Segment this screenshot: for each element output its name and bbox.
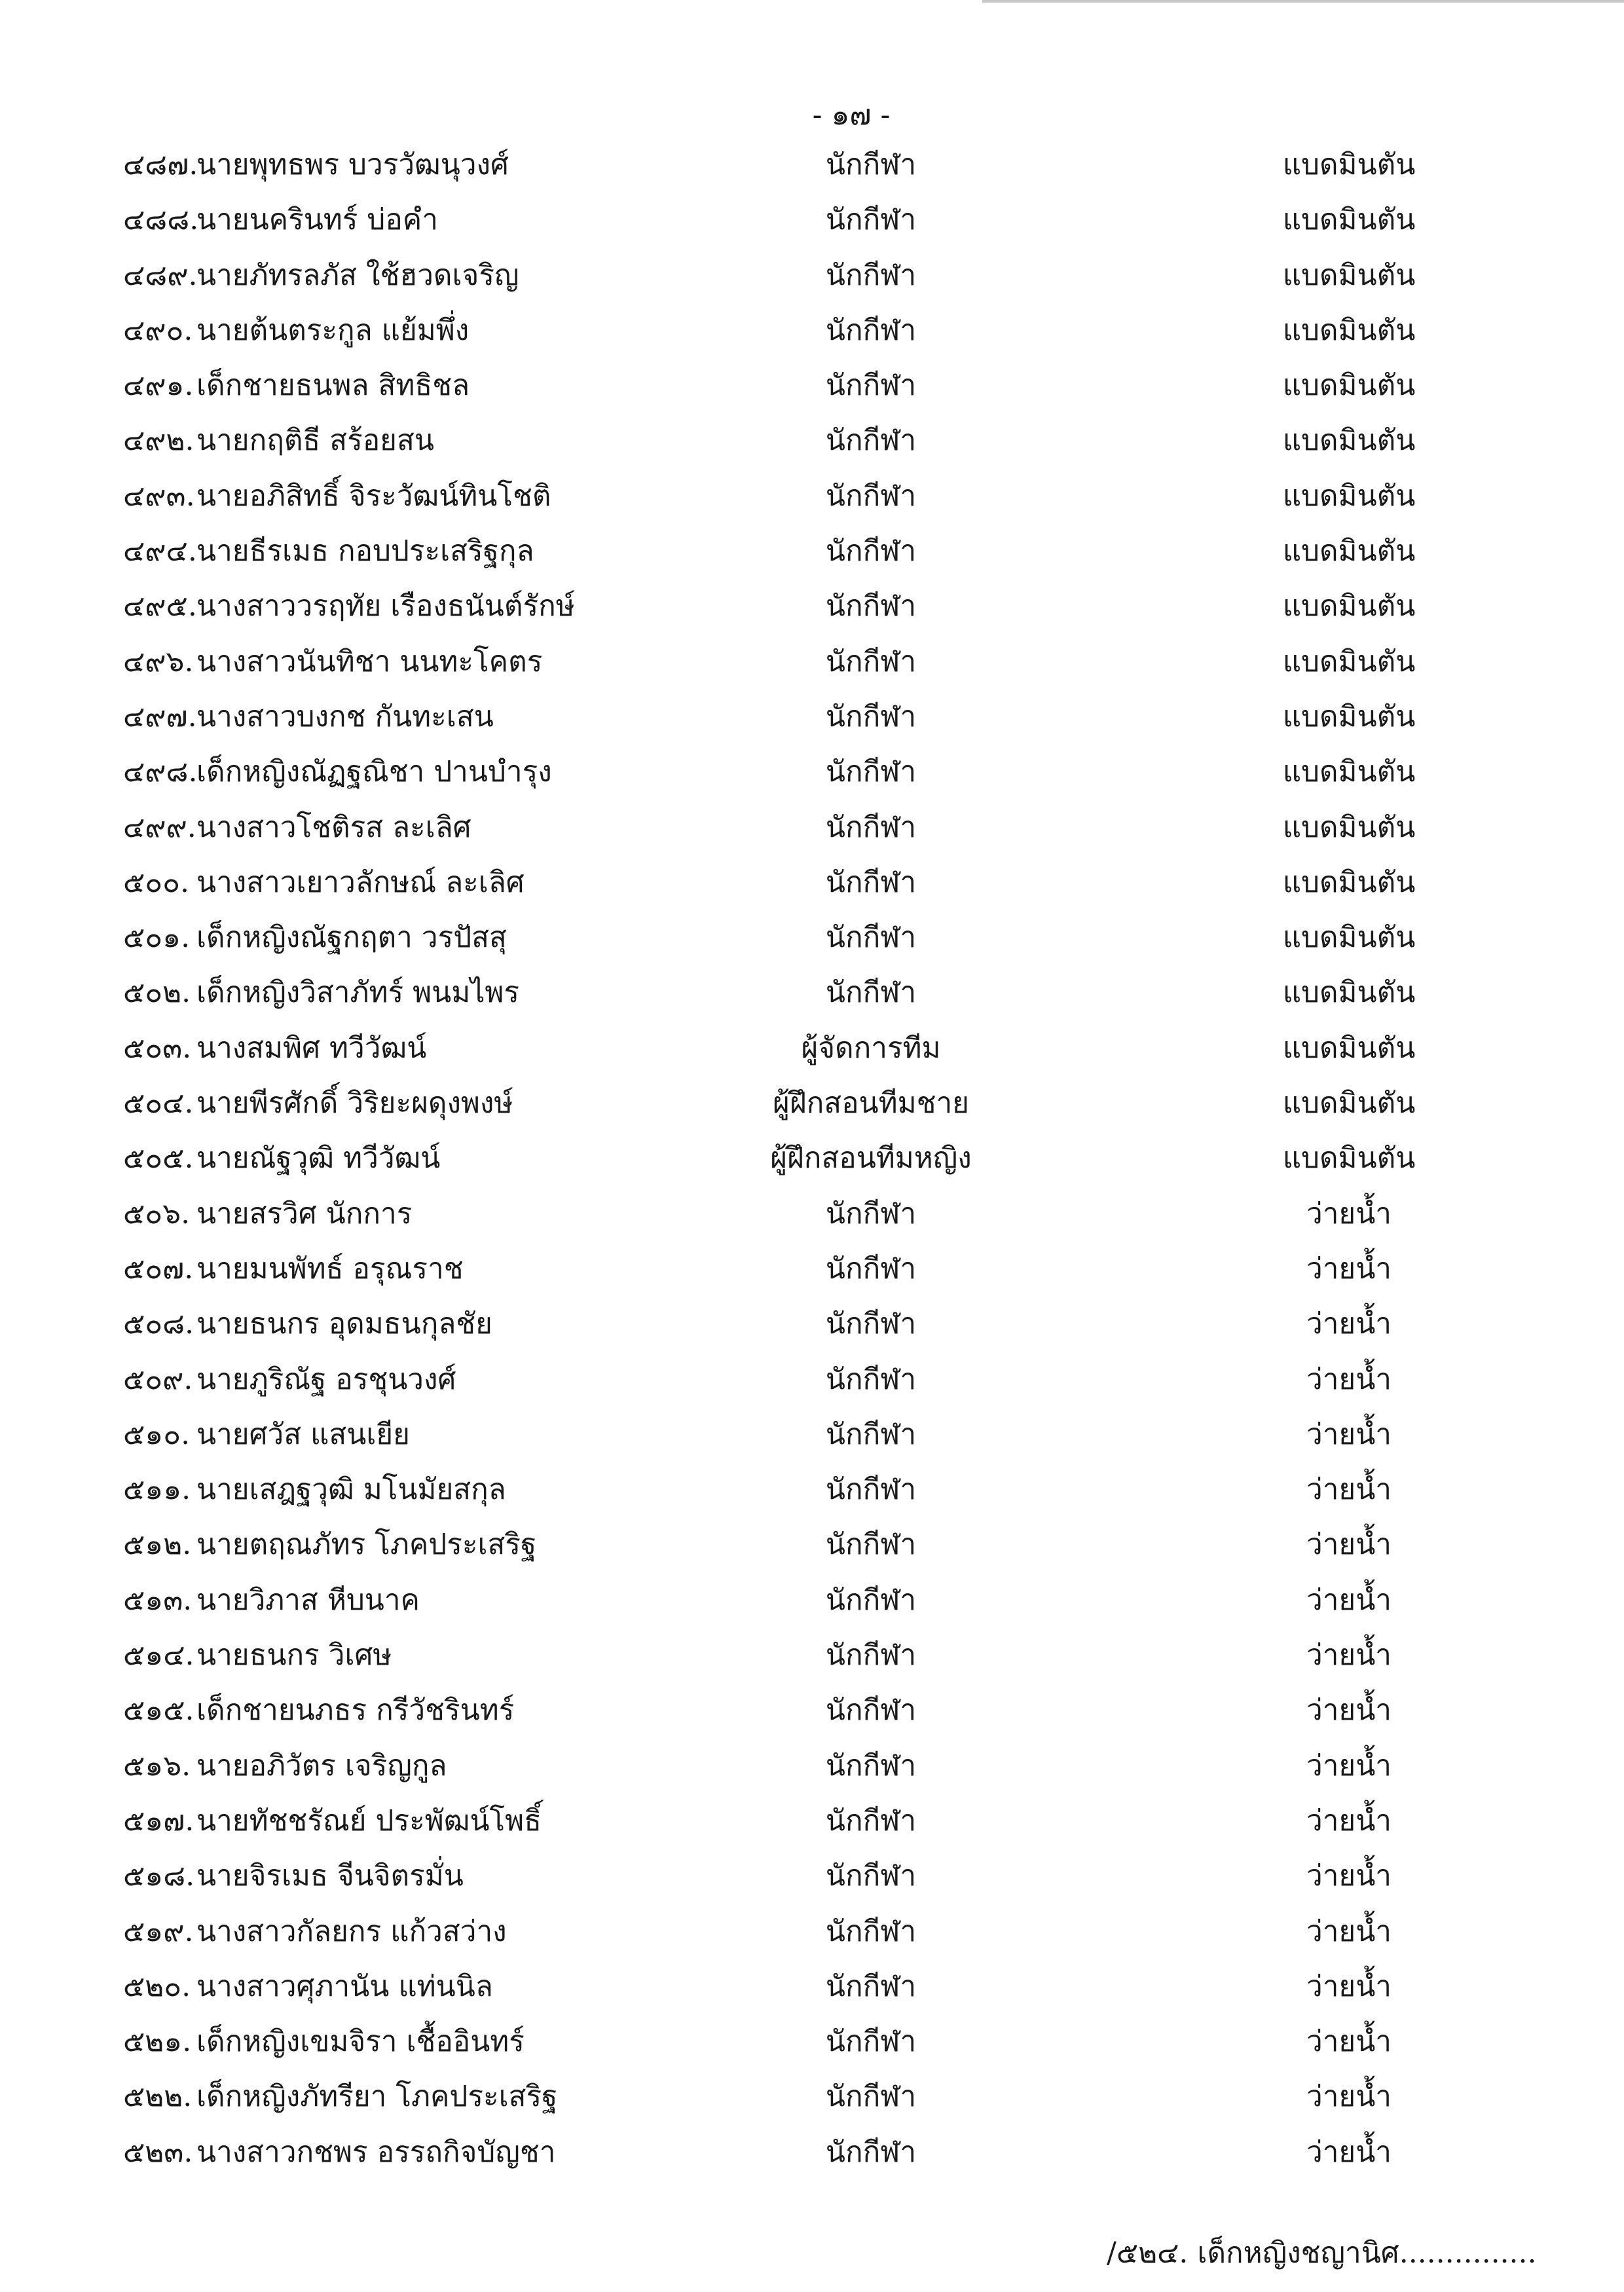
person-role: นักกีฬา [825,2080,917,2114]
person-name: นางสาวกัลยกร แก้วสว่าง [196,1914,507,1948]
person-role: นักกีฬา [825,921,917,955]
row-number: ๔๙๗. [123,699,197,733]
person-name: นายทัชชรัณย์ ประพัฒน์โพธิ์ [196,1803,542,1838]
person-name: นายศวัส แสนเยีย [196,1417,410,1451]
person-name: นายภัทรลภัส ใช้ฮวดเจริญ [196,258,519,292]
person-role: นักกีฬา [825,1969,917,2003]
roster-row [0,1959,1624,2014]
sport-name: แบดมินตัน [1282,258,1416,292]
row-number: ๕๐๓. [123,1031,192,1065]
roster-row [0,2125,1624,2180]
person-name: นายพีรศักดิ์ วิริยะผดุงพงษ์ [196,1086,513,1120]
continuation-note: /๕๒๔. เด็กหญิงชญานิศ............... [1107,2236,1537,2270]
row-number: ๔๙๙. [123,810,196,844]
roster-row [0,1628,1624,1683]
sport-name: ว่ายน้ำ [1306,1362,1392,1396]
person-name: นายอภิวัตร เจริญกูล [196,1748,447,1783]
roster-row [0,1849,1624,1904]
person-name: นางสาวเยาวลักษณ์ ละเลิศ [196,865,525,899]
person-role: นักกีฬา [825,589,917,623]
person-role: นักกีฬา [825,1803,917,1838]
row-number: ๕๑๓. [123,1583,193,1617]
roster-row [0,2014,1624,2069]
person-role: นักกีฬา [825,1638,917,1673]
sport-name: แบดมินตัน [1282,755,1416,789]
roster-row [0,303,1624,358]
person-role: นักกีฬา [825,1528,917,1562]
sport-name: ว่ายน้ำ [1306,1417,1392,1451]
sport-name: ว่ายน้ำ [1306,1748,1392,1783]
person-role: นักกีฬา [825,1693,917,1728]
sport-name: แบดมินตัน [1282,479,1416,513]
person-role: นักกีฬา [825,1251,917,1285]
person-role: ผู้จัดการทีม [801,1031,941,1065]
person-name: นางสมพิศ ทวีวัฒน์ [196,1031,427,1065]
row-number: ๔๙๕. [123,589,197,623]
sport-name: แบดมินตัน [1282,1141,1416,1175]
person-name: นายสรวิศ นักการ [196,1196,413,1230]
row-number: ๕๑๘. [123,1859,195,1893]
person-name: นายธีรเมธ กอบประเสริฐกุล [196,534,534,568]
sport-name: แบดมินตัน [1282,203,1416,237]
sport-name: ว่ายน้ำ [1306,1803,1392,1838]
sport-name: แบดมินตัน [1282,699,1416,733]
person-name: นายพุทธพร บวรวัฒนุวงศ์ [196,148,509,181]
sport-name: แบดมินตัน [1282,369,1416,403]
row-number: ๕๐๑. [123,921,191,955]
person-role: นักกีฬา [825,1417,917,1451]
roster-row [0,2069,1624,2124]
sport-name: แบดมินตัน [1282,644,1416,678]
roster-row [0,690,1624,745]
roster-row [0,1076,1624,1131]
roster-row [0,1131,1624,1186]
row-number: ๕๑๑. [123,1473,191,1507]
person-name: นางสาววรฤทัย เรืองธนันต์รักษ์ [196,589,575,623]
row-number: ๕๑๗. [123,1803,194,1838]
row-number: ๕๒๑. [123,2025,192,2059]
person-name: เด็กหญิงภัทรียา โภคประเสริฐ [196,2080,558,2114]
person-role: นักกีฬา [825,699,917,733]
row-number: ๔๙๔. [123,534,197,568]
roster-row [0,193,1624,248]
person-role: ผู้ฝึกสอนทีมหญิง [770,1141,972,1175]
person-role: นักกีฬา [825,976,917,1010]
row-number: ๕๐๘. [123,1307,194,1341]
person-role: นักกีฬา [825,1914,917,1948]
person-role: นักกีฬา [825,1473,917,1507]
roster-row [0,1573,1624,1628]
sport-name: แบดมินตัน [1282,424,1416,458]
person-name: นายต้นตระกูล แย้มพึ่ง [196,313,470,347]
person-name: นายภูริณัฐ อรชุนวงศ์ [196,1362,456,1396]
person-name: นางสาวกชพร อรรถกิจบัญชา [196,2135,556,2169]
roster-row [0,358,1624,413]
row-number: ๕๑๖. [123,1748,191,1783]
row-number: ๔๙๒. [123,424,194,458]
row-number: ๕๐๗. [123,1251,194,1285]
row-number: ๔๘๙. [123,258,198,292]
sport-name: ว่ายน้ำ [1306,1638,1392,1673]
row-number: ๔๙๓. [123,479,195,513]
person-name: เด็กหญิงณัฏฐณิชา ปานบำรุง [196,755,552,789]
row-number: ๕๐๔. [123,1086,194,1120]
person-name: นายธนกร อุดมธนกุลชัย [196,1307,492,1341]
person-role: นักกีฬา [825,2135,917,2169]
roster-row [0,1794,1624,1849]
row-number: ๕๐๕. [123,1141,194,1175]
sport-name: ว่ายน้ำ [1306,1307,1392,1341]
roster-row [0,1517,1624,1572]
row-number: ๕๒๓. [123,2135,193,2169]
person-name: เด็กชายนภธร กรีวัชรินทร์ [196,1693,515,1728]
sport-name: ว่ายน้ำ [1306,1914,1392,1948]
person-role: นักกีฬา [825,258,917,292]
row-number: ๔๙๘. [123,755,198,789]
sport-name: ว่ายน้ำ [1306,1693,1392,1728]
person-name: นางสาวนันทิชา นนทะโคตร [196,644,543,678]
roster-row [0,1187,1624,1242]
person-name: นายกฤติธี สร้อยสน [196,424,434,458]
person-name: เด็กหญิงวิสาภัทร์ พนมไพร [196,976,519,1010]
roster-row [0,745,1624,800]
person-role: นักกีฬา [825,479,917,513]
row-number: ๕๑๐. [123,1417,191,1451]
person-name: นายมนพัทธ์ อรุณราช [196,1251,464,1285]
person-role: ผู้ฝึกสอนทีมชาย [773,1086,969,1120]
roster-row [0,1739,1624,1794]
roster-row [0,248,1624,303]
roster-row [0,1683,1624,1738]
sport-name: ว่ายน้ำ [1306,1583,1392,1617]
sport-name: แบดมินตัน [1282,534,1416,568]
person-role: นักกีฬา [825,203,917,237]
roster-row [0,413,1624,468]
person-role: นักกีฬา [825,810,917,844]
sport-name: แบดมินตัน [1282,313,1416,347]
roster-row [0,1021,1624,1076]
row-number: ๕๐๙. [123,1362,193,1396]
sport-name: ว่ายน้ำ [1306,1251,1392,1285]
roster-row [0,1242,1624,1297]
person-name: นายอภิสิทธิ์ จิระวัฒน์ทินโชติ [196,479,551,513]
person-role: นักกีฬา [825,424,917,458]
row-number: ๔๘๘. [123,203,199,237]
row-number: ๕๑๙. [123,1914,194,1948]
roster-row [0,579,1624,634]
row-number: ๕๐๖. [123,1196,191,1230]
person-name: นางสาวศุภานัน แท่นนิล [196,1969,493,2003]
person-name: นางสาวโชติรส ละเลิศ [196,810,471,844]
roster-row [0,1297,1624,1352]
roster-list [0,138,1624,2180]
person-role: นักกีฬา [825,755,917,789]
person-role: นักกีฬา [825,1196,917,1230]
sport-name: ว่ายน้ำ [1306,2025,1392,2059]
roster-row [0,965,1624,1020]
person-role: นักกีฬา [825,534,917,568]
roster-row [0,1462,1624,1517]
person-role: นักกีฬา [825,2025,917,2059]
roster-row [0,469,1624,524]
sport-name: ว่ายน้ำ [1306,1473,1392,1507]
sport-name: แบดมินตัน [1282,921,1416,955]
person-role: นักกีฬา [825,1307,917,1341]
roster-row [0,524,1624,579]
person-role: นักกีฬา [825,313,917,347]
person-role: นักกีฬา [825,369,917,403]
row-number: ๕๑๕. [123,1693,194,1728]
person-name: นายตฤณภัทร โภคประเสริฐ [196,1528,537,1562]
person-name: เด็กชายธนพล สิทธิชล [196,369,470,403]
row-number: ๕๐๐. [123,865,189,899]
sport-name: แบดมินตัน [1282,810,1416,844]
sport-name: แบดมินตัน [1282,865,1416,899]
sport-name: ว่ายน้ำ [1306,2080,1392,2114]
person-role: นักกีฬา [825,1859,917,1893]
sport-name: แบดมินตัน [1282,976,1416,1010]
person-name: เด็กหญิงเขมจิรา เชื้ออินทร์ [196,2025,525,2059]
sport-name: ว่ายน้ำ [1306,1528,1392,1562]
sport-name: ว่ายน้ำ [1306,1969,1392,2003]
person-role: นักกีฬา [825,148,917,181]
roster-row [0,1407,1624,1462]
roster-row [0,635,1624,690]
row-number: ๕๐๒. [123,976,191,1010]
roster-row [0,1904,1624,1959]
sport-name: ว่ายน้ำ [1306,1196,1392,1230]
person-name: นายนครินทร์ บ่อคำ [196,203,438,237]
person-role: นักกีฬา [825,1362,917,1396]
roster-row [0,910,1624,965]
row-number: ๔๘๗. [123,148,198,181]
person-role: นักกีฬา [825,865,917,899]
person-role: นักกีฬา [825,644,917,678]
person-name: นายธนกร วิเศษ [196,1638,392,1673]
sport-name: แบดมินตัน [1282,148,1416,181]
person-name: นางสาวบงกช กันทะเสน [196,699,494,733]
person-name: นายเสฎฐวุฒิ มโนมัยสกุล [196,1473,506,1507]
roster-row [0,1352,1624,1407]
person-role: นักกีฬา [825,1583,917,1617]
person-name: นายจิรเมธ จีนจิตรมั่น [196,1859,464,1893]
sport-name: แบดมินตัน [1282,1086,1416,1120]
row-number: ๔๙๑. [123,369,194,403]
sport-name: ว่ายน้ำ [1306,1859,1392,1893]
row-number: ๔๙๖. [123,644,194,678]
row-number: ๕๒๐. [123,1969,191,2003]
sport-name: ว่ายน้ำ [1306,2135,1392,2169]
person-name: นายณัฐวุฒิ ทวีวัฒน์ [196,1141,441,1175]
sport-name: แบดมินตัน [1282,1031,1416,1065]
sport-name: แบดมินตัน [1282,589,1416,623]
row-number: ๕๑๔. [123,1638,194,1673]
roster-row [0,800,1624,855]
roster-row [0,855,1624,910]
row-number: ๕๒๒. [123,2080,193,2114]
person-name: นายวิภาส หีบนาค [196,1583,420,1617]
roster-row [0,138,1624,193]
row-number: ๕๑๒. [123,1528,192,1562]
top-edge-line [982,0,1624,3]
row-number: ๔๙๐. [123,313,193,347]
page-number: - ๑๗ - [812,98,891,132]
person-name: เด็กหญิงณัฐกฤตา วรปัสสุ [196,921,507,955]
person-role: นักกีฬา [825,1748,917,1783]
